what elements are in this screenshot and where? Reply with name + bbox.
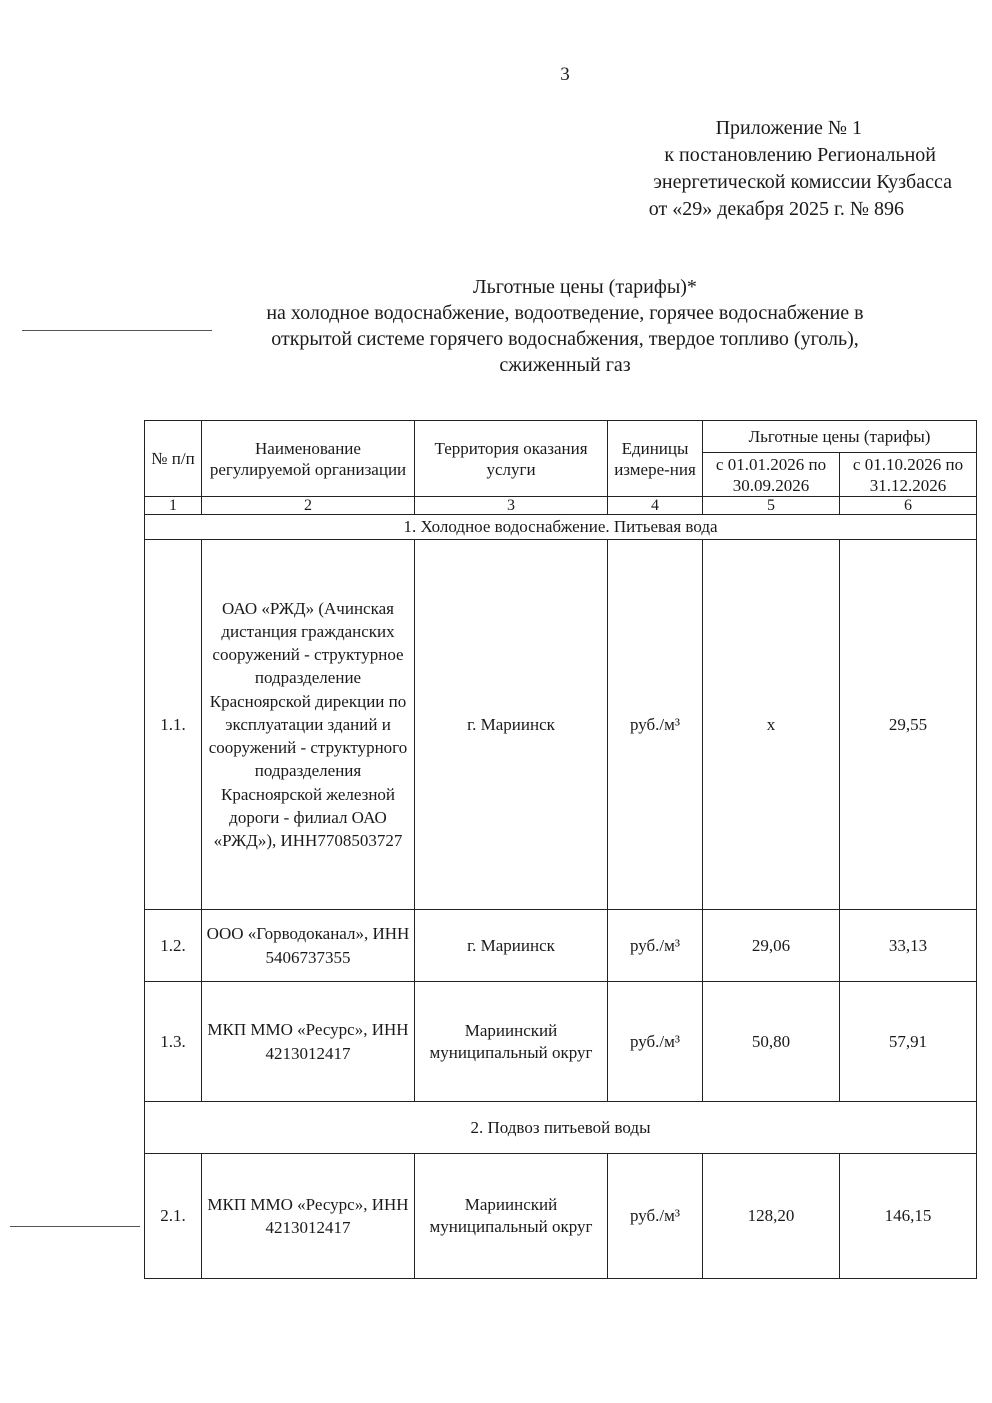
column-number: 5	[703, 497, 840, 515]
header-org: Наименование регулируемой организации	[202, 421, 415, 497]
row-num: 1.1.	[145, 540, 202, 910]
table-row	[145, 540, 977, 910]
title-line-4: сжиженный газ	[499, 354, 631, 376]
margin-mark	[22, 330, 212, 331]
header-period-2: с 01.10.2026 по 31.12.2026	[840, 453, 977, 497]
row-num: 1.2.	[145, 910, 202, 982]
row-unit: руб./м³	[608, 910, 703, 982]
header-period-1: с 01.01.2026 по 30.09.2026	[703, 453, 840, 497]
page-number: 3	[560, 64, 570, 85]
row-price-period-1: 128,20	[703, 1154, 840, 1279]
row-org: ООО «Горводоканал», ИНН 5406737355	[202, 910, 415, 982]
appendix-commission: энергетической комиссии Кузбасса	[653, 171, 952, 193]
table-row	[145, 1154, 977, 1279]
title-line-2: на холодное водоснабжение, водоотведение, горячее водоснабжение в	[266, 302, 864, 324]
row-unit: руб./м³	[608, 982, 703, 1102]
margin-mark	[10, 1226, 140, 1227]
column-number: 1	[145, 497, 202, 515]
table-row	[145, 982, 977, 1102]
row-price-period-2: 146,15	[840, 1154, 977, 1279]
column-number: 4	[608, 497, 703, 515]
header-prices: Льготные цены (тарифы)	[703, 421, 977, 453]
row-org: МКП ММО «Ресурс», ИНН 4213012417	[202, 982, 415, 1102]
appendix-title: Приложение № 1	[715, 117, 862, 139]
row-territory: Мариинский муниципальный округ	[415, 982, 608, 1102]
row-unit: руб./м³	[608, 540, 703, 910]
header-territory: Территория оказания услуги	[415, 421, 608, 497]
header-num: № п/п	[145, 421, 202, 497]
row-price-period-1: 29,06	[703, 910, 840, 982]
title-line-1: Льготные цены (тарифы)*	[473, 276, 697, 298]
row-num: 2.1.	[145, 1154, 202, 1279]
title-line-3: открытой системе горячего водоснабжения, твердое топливо (уголь),	[271, 328, 859, 350]
row-price-period-1: 50,80	[703, 982, 840, 1102]
header-units: Единицы измере-ния	[608, 421, 703, 497]
row-territory: г. Мариинск	[415, 910, 608, 982]
appendix-ref: к постановлению Региональной	[664, 144, 936, 166]
row-price-period-2: 33,13	[840, 910, 977, 982]
row-unit: руб./м³	[608, 1154, 703, 1279]
appendix-date-number: от «29» декабря 2025 г. № 896	[648, 198, 904, 220]
column-number: 3	[415, 497, 608, 515]
section-title-water-delivery: 2. Подвоз питьевой воды	[145, 1102, 977, 1154]
row-org: ОАО «РЖД» (Ачинская дистанция гражданских сооружений - структурное подразделение Красноярской дирекции по эксплуатации зданий и сооружений - структурного подразделения Красноярской железной дороги - филиал ОАО «РЖД»), ИНН7708503727	[202, 540, 415, 910]
column-number: 6	[840, 497, 977, 515]
row-org: МКП ММО «Ресурс», ИНН 4213012417	[202, 1154, 415, 1279]
section-title-cold-water: 1. Холодное водоснабжение. Питьевая вода	[145, 515, 977, 540]
row-price-period-2: 57,91	[840, 982, 977, 1102]
row-price-period-2: 29,55	[840, 540, 977, 910]
row-territory: г. Мариинск	[415, 540, 608, 910]
table-row	[145, 910, 977, 982]
row-price-period-1: х	[703, 540, 840, 910]
tariffs-table	[144, 420, 977, 1279]
row-num: 1.3.	[145, 982, 202, 1102]
appendix-header	[532, 115, 952, 223]
row-territory: Мариинский муниципальный округ	[415, 1154, 608, 1279]
document-title	[140, 274, 990, 378]
column-number: 2	[202, 497, 415, 515]
